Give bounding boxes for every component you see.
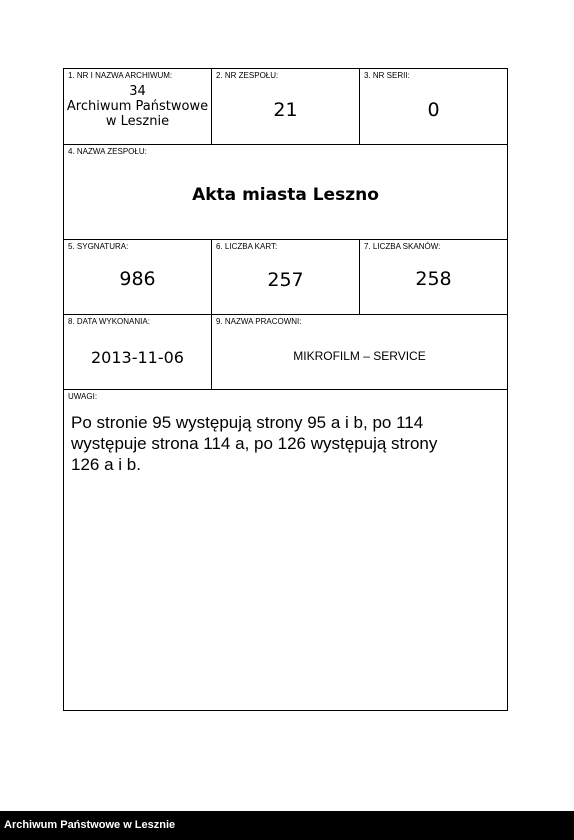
date-cell <box>64 315 211 389</box>
footer-bar <box>0 811 574 840</box>
scans-count-cell <box>360 240 507 314</box>
scans-count-label: 7. LICZBA SKANÓW: <box>364 242 441 251</box>
archive-cell <box>64 69 211 144</box>
signature-cell <box>64 240 211 314</box>
notes-label: UWAGI: <box>68 392 98 401</box>
notes-cell <box>64 390 507 710</box>
cards-count-label: 6. LICZBA KART: <box>216 242 278 251</box>
notes-line: 126 a i b. <box>71 455 141 474</box>
footer-archive-name: Archiwum Państwowe w Lesznie <box>4 819 176 831</box>
cards-count-value: 257 <box>267 269 304 291</box>
signature-value: 986 <box>119 268 156 290</box>
fonds-number-cell <box>212 69 359 144</box>
series-number-cell <box>360 69 507 144</box>
fonds-name-cell <box>64 145 507 239</box>
fonds-number-label: 2. NR ZESPOŁU: <box>216 71 279 80</box>
archive-value <box>64 84 211 129</box>
fonds-name-label: 4. NAZWA ZESPOŁU: <box>68 147 147 156</box>
scans-count-value: 258 <box>415 268 452 290</box>
notes-line: występuje strona 114 a, po 126 występują strony <box>71 434 438 453</box>
series-number-value: 0 <box>427 99 440 121</box>
archive-name-line2: w Lesznie <box>105 114 170 129</box>
fonds-number-value: 21 <box>273 99 298 121</box>
series-number-label: 3. NR SERII: <box>364 71 410 80</box>
archival-metrics-card <box>63 68 508 711</box>
lab-cell <box>212 315 507 389</box>
signature-label: 5. SYGNATURA: <box>68 242 129 251</box>
archive-number: 34 <box>129 84 146 99</box>
date-label: 8. DATA WYKONANIA: <box>68 317 150 326</box>
date-value: 2013-11-06 <box>91 348 184 367</box>
archive-label: 1. NR I NAZWA ARCHIWUM: <box>68 71 173 80</box>
notes-text <box>71 412 437 475</box>
cards-count-cell <box>212 240 359 314</box>
fonds-name-value: Akta miasta Leszno <box>192 185 379 205</box>
lab-label: 9. NAZWA PRACOWNI: <box>216 317 302 326</box>
lab-value: MIKROFILM – SERVICE <box>293 349 426 363</box>
archive-name-line1: Archiwum Państwowe <box>66 99 209 114</box>
notes-line: Po stronie 95 występują strony 95 a i b, po 114 <box>71 413 424 432</box>
